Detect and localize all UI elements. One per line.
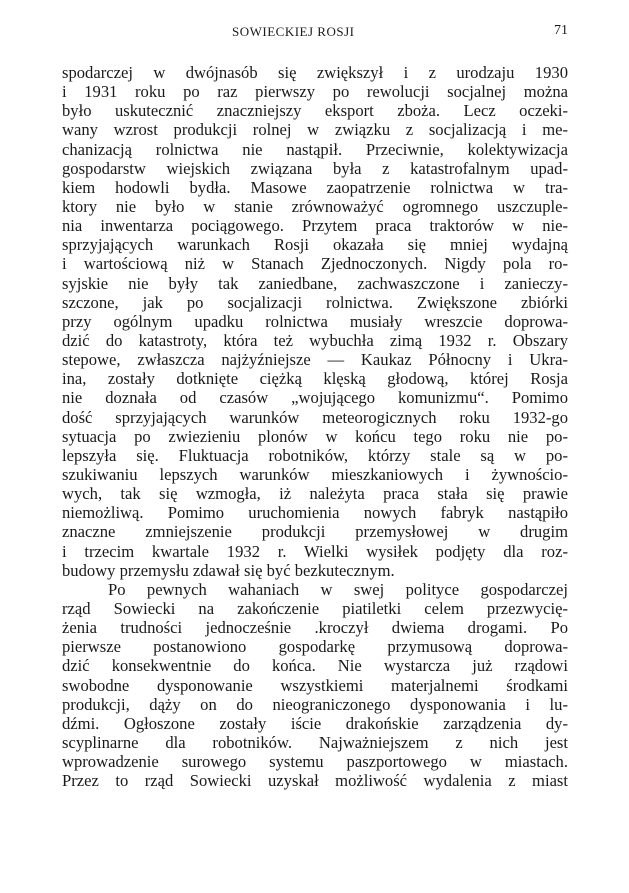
text-line: znaczne zmniejszenie produkcji przemysłowej w drugim [62,522,568,542]
text-line: dźmi. Ogłoszone zostały iście drakońskie zarządzenia dy- [62,713,568,733]
running-title: SOWIECKIEJ ROSJI [232,24,355,39]
text-line: wprowadzenie surowego systemu paszportowego w miastach. [62,752,568,772]
text-line: gospodarstw wiejskich związana była z katastrofalnym upad- [62,158,568,178]
text-line: rząd Sowiecki na zakończenie piatiletki celem przezwycię- [62,598,568,618]
text-line: i wartościową niż w Stanach Zjednoczonych. Nigdy pola ro- [62,254,568,274]
paragraph [62,580,568,791]
text-line: pierwsze postanowiono gospodarkę przymusową doprowa- [62,637,568,657]
text-line: sytuacja po zwiezieniu plonów w końcu tego roku nie po- [62,426,568,446]
text-line: nie doznała od czasów „wojującego komunizmu“. Pomimo [62,388,568,408]
text-line: stepowe, zwłaszcza najżyźniejsze — Kaukaz Północny i Ukra- [62,350,568,370]
text-line: i 1931 roku po raz pierwszy po rewolucji socjalnej można [62,82,568,102]
paragraph [62,63,568,580]
text-line: swobodne dysponowanie wszystkiemi materjalnemi środkami [62,675,568,695]
text-line: kiem hodowli bydła. Masowe zaopatrzenie rolnictwa w tra- [62,177,568,197]
running-header [62,24,568,44]
text-line: szukiwaniu lepszych warunków mieszkaniowych i żywnościo- [62,464,568,484]
text-line: żenia trudności jednocześnie .kroczył dwiema drogami. Po [62,618,568,638]
text-line: spodarczej w dwójnasób się zwiększył i z urodzaju 1930 [62,63,568,82]
text-line: scyplinarne dla robotników. Najważniejszem z nich jest [62,732,568,752]
text-line: chanizacją rolnictwa nie nastąpił. Przeciwnie, kolektywizacja [62,139,568,159]
text-line: było uskutecznić znaczniejszy eksport zboża. Lecz oczeki- [62,101,568,121]
text-line: ktory nie było w stanie zrównoważyć ogromnego uszczuple- [62,196,568,216]
page-number: 71 [554,23,568,38]
text-line: budowy przemysłu zdawał się być bezkutecznym. [62,560,395,580]
text-line: wany wzrost produkcji rolnej w związku z socjalizacją i me- [62,120,568,140]
text-line: lepszyła się. Fluktuacja robotników, którzy stale są w po- [62,445,568,465]
text-line: dzić do katastroty, która też wybuchła zimą 1932 r. Obszary [62,330,568,350]
text-line: dzić konsekwentnie do końca. Nie wystarcza już rządowi [62,656,568,676]
text-line: i trzecim kwartale 1932 r. Wielki wysiłek podjęty dla roz- [62,541,568,561]
text-line: sprzyjających warunkach Rosji okazała się mniej wydajną [62,235,568,255]
text-line: Przez to rząd Sowiecki uzyskał możliwość wydalenia z miast [62,771,568,791]
text-line: Po pewnych wahaniach w swej polityce gospodarczej [108,579,568,599]
text-line: wych, tak się wzmogła, iż należyta praca stała się prawie [62,484,568,504]
text-line: ina, zostały dotknięte ciężką klęską głodową, której Rosja [62,369,568,389]
text-line: dość sprzyjających warunków meteorogicznych roku 1932-go [62,407,568,427]
text-line: produkcji, dąży on do nieograniczonego dysponowania i lu- [62,694,568,714]
text-line: przy ogólnym upadku rolnictwa musiały wreszcie doprowa- [62,311,568,331]
text-line: nia inwentarza pociągowego. Przytem praca traktorów w nie- [62,216,568,236]
page-body-text [62,63,568,790]
text-line: syjskie nie były tak zaniedbane, zachwaszczone i zanieczy- [62,273,568,293]
text-line: szczone, jak po socjalizacji rolnictwa. Zwiększone zbiórki [62,292,568,312]
text-line: niemożliwą. Pomimo uruchomienia nowych fabryk nastąpiło [62,503,568,523]
